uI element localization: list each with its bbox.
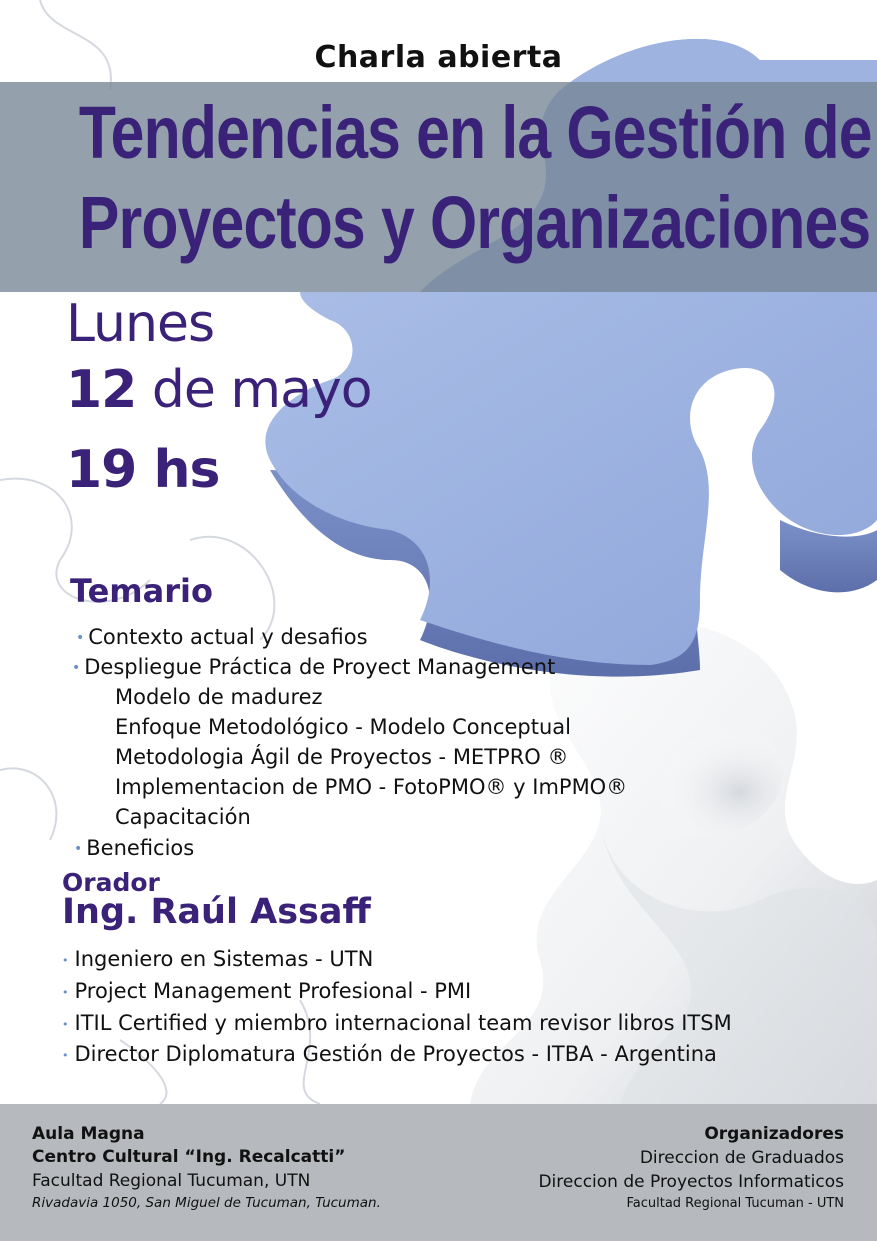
temario-subitem: Enfoque Metodológico - Modelo Conceptual [115,715,571,739]
event-type-label: Charla abierta [314,40,563,75]
speaker-name: Ing. Raúl Assaff [62,892,371,932]
venue-name: Aula Magna [32,1124,145,1144]
bullet-dot-icon: • [62,986,69,999]
organizer-item: Facultad Regional Tucuman - UTN [626,1196,844,1211]
event-title-line-2: Proyectos y Organizaciones [78,181,871,264]
organizers-heading: Organizadores [704,1124,844,1144]
speaker-credential: • Project Management Profesional - PMI [62,979,472,1003]
temario-item: • Despliegue Práctica de Proyect Management [72,655,556,679]
temario-item: • Contexto actual y desafios [76,625,368,649]
event-date-number: 12 [66,360,137,420]
event-date-month: de mayo [151,360,372,420]
bullet-dot-icon: • [76,630,85,646]
bullet-dot-icon: • [62,1049,69,1062]
venue-address: Rivadavia 1050, San Miguel de Tucuman, Tucuman. [32,1195,381,1211]
event-title-line-1: Tendencias en la Gestión de [78,91,872,174]
temario-subitem: Capacitación [115,805,251,829]
speaker-credential: • Director Diplomatura Gestión de Proyectos - ITBA - Argentina [62,1042,717,1066]
bullet-dot-icon: • [62,954,69,967]
temario-heading: Temario [70,572,213,610]
event-day: Lunes [66,294,215,354]
organizer-item: Direccion de Graduados [639,1148,844,1168]
bullet-dot-icon: • [62,1018,69,1031]
temario-subitem: Implementacion de PMO - FotoPMO® y ImPMO® [115,775,628,799]
venue-center: Centro Cultural “Ing. Recalcatti” [32,1147,346,1167]
temario-item: • Beneficios [74,836,195,860]
event-date [66,360,372,420]
temario-subitem: Modelo de madurez [115,685,323,709]
organizer-item: Direccion de Proyectos Informaticos [538,1172,844,1192]
speaker-credential: • ITIL Certified y miembro internacional team revisor libros ITSM [62,1011,732,1035]
temario-subitem: Metodologia Ágil de Proyectos - METPRO ® [115,745,569,769]
bullet-dot-icon: • [74,841,83,857]
venue-faculty: Facultad Regional Tucuman, UTN [32,1171,311,1191]
event-time: 19 hs [66,440,220,500]
speaker-credential: • Ingeniero en Sistemas - UTN [62,947,374,971]
orador-heading: Orador [62,868,160,897]
bullet-dot-icon: • [72,660,81,676]
